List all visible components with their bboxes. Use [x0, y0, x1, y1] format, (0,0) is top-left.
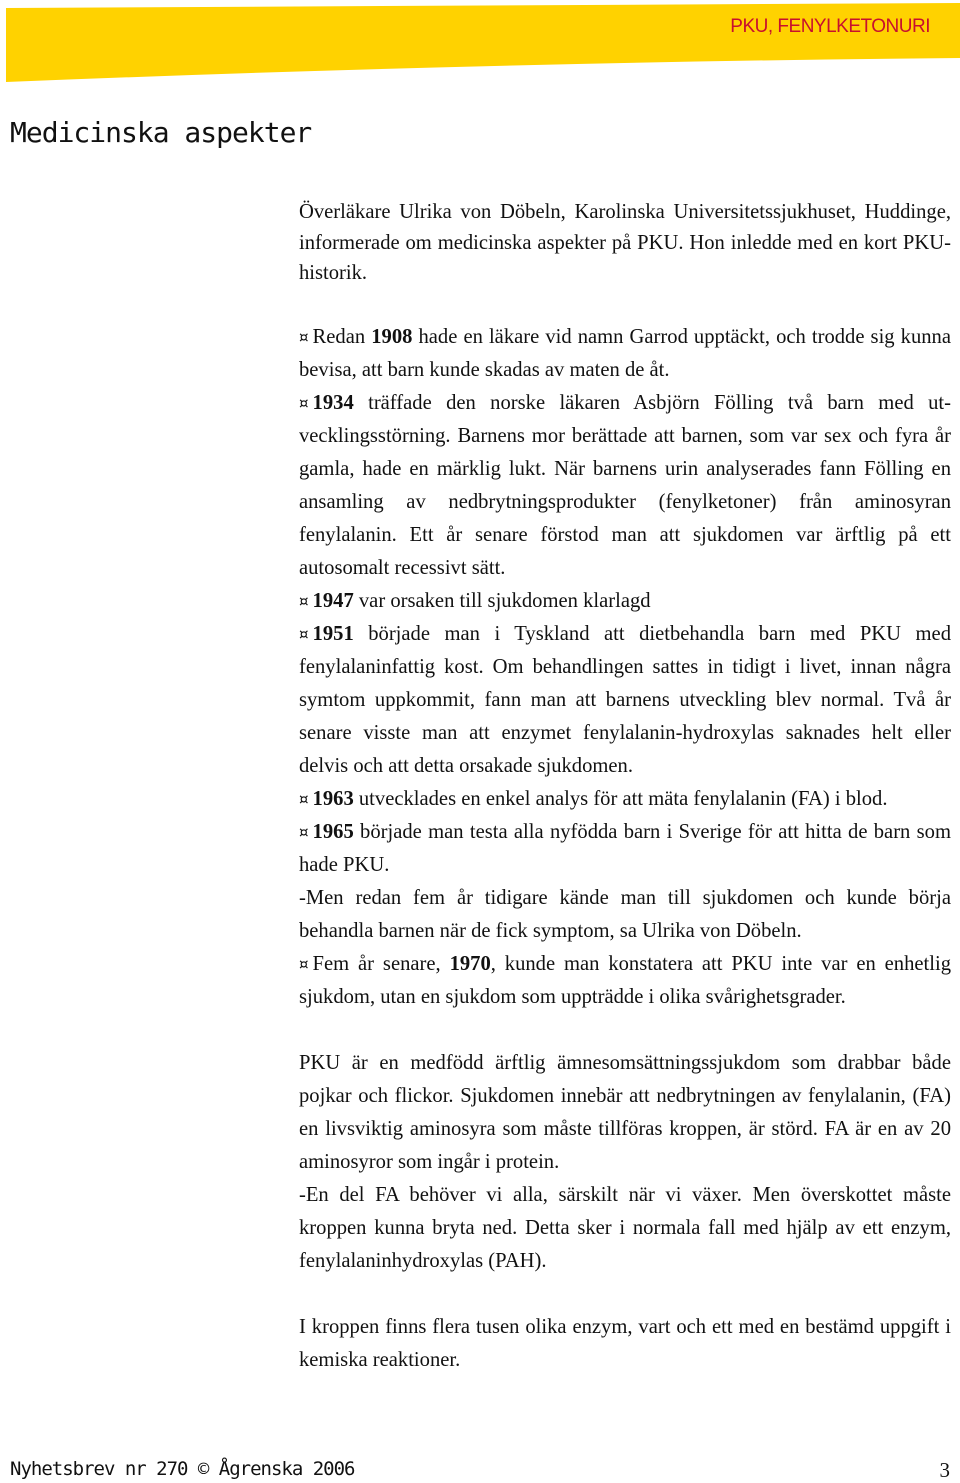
section-heading: Medicinska aspekter — [10, 116, 312, 149]
pku-paragraph: PKU är en medfödd ärftlig ämnesomsättningssjukdom som drabbar både pojkar och flickor. Sjukdomen innebär att nedbrytningen av fenylalanin, (FA) en livsviktig aminosyra som måste tillföras kroppen, är störd. FA är en av 20 aminosyror som ingår i protein. — [299, 1051, 951, 1173]
bullet-icon: ¤ — [299, 624, 309, 643]
bullet-icon: ¤ — [299, 327, 309, 346]
fa-paragraph: -En del FA behöver vi alla, särskilt när vi växer. Men överskottet måste kroppen kunna bryta ned. Detta sker i normala fall med hjälp av ett enzym, fenylalaninhydroxylas (PAH). — [299, 1183, 951, 1272]
history-year: 1908 — [371, 325, 413, 348]
history-year: 1934 — [312, 391, 354, 414]
page-number: 3 — [939, 1458, 950, 1482]
history-year: 1947 — [312, 589, 354, 612]
history-item: ¤ Fem år senare, 1970, kunde man konstatera att PKU inte var en enhetlig sjukdom, utan en sjukdom som uppträdde i olika svårighetsgrader. — [299, 952, 951, 1008]
enzyme-paragraph: I kroppen finns flera tusen olika enzym, vart och ett med en bestämd uppgift i kemiska reaktioner. — [299, 1315, 951, 1371]
history-year: 1970 — [449, 952, 491, 975]
bullet-icon: ¤ — [299, 954, 309, 973]
history-item: ¤ 1934 träffade den norske läkaren Asbjörn Fölling två barn med utvecklingsstörning. Barnens mor berättade att barnen, som var sex och fyra år gamla, hade en märklig lukt. När barnens urin analyserades fann Fölling en ansamling av nedbrytningsprodukter (fenylketoner) från aminosyran fenylalanin. Ett år senare förstod man att sjukdomen var ärftlig på ett autosomalt recessivt sätt. — [299, 391, 951, 579]
history-year: 1965 — [312, 820, 354, 843]
footer-text: Nyhetsbrev nr 270 © Ågrenska 2006 — [10, 1458, 355, 1480]
header-band — [0, 0, 960, 90]
history-item: ¤ 1963 utvecklades en enkel analys för att mäta fenylalanin (FA) i blod. — [299, 787, 888, 810]
header-band-shape — [0, 0, 960, 90]
quote-paragraph: -Men redan fem år tidigare kände man till sjukdomen och kunde börja behandla barnen när de fick symptom, sa Ulrika von Döbeln. — [299, 886, 951, 942]
header-title: PKU, FENYLKETONURI — [730, 16, 930, 37]
bullet-icon: ¤ — [299, 789, 309, 808]
bullet-icon: ¤ — [299, 591, 309, 610]
history-item: ¤ 1951 började man i Tyskland att dietbehandla barn med PKU med fenylalaninfattig kost. Om behandlingen sattes in tidigt i livet, innan några symtom uppkommit, fann man att barnens utveckling blev normal. Två år senare visste man att enzymet fenylalanin-hydroxylas saknades helt eller delvis och att detta orsakade sjukdomen. — [299, 622, 951, 777]
history-item: ¤ 1965 började man testa alla nyfödda barn i Sverige för att hitta de barn som hade PKU. — [299, 820, 951, 876]
intro-paragraph: Överläkare Ulrika von Döbeln, Karolinska Universitetssjukhuset, Huddinge, informerade om medicinska aspekter på PKU. Hon inledde med en kort PKU-historik. — [299, 201, 951, 284]
history-year: 1951 — [312, 622, 354, 645]
history-item: ¤ 1947 var orsaken till sjukdomen klarlagd — [299, 589, 651, 612]
history-item: ¤ Redan 1908 hade en läkare vid namn Garrod upptäckt, och trodde sig kunna bevisa, att barn kunde skadas av maten de åt. — [299, 325, 951, 381]
bullet-icon: ¤ — [299, 393, 309, 412]
history-year: 1963 — [312, 787, 354, 810]
article-body — [299, 197, 951, 1377]
bullet-icon: ¤ — [299, 822, 309, 841]
